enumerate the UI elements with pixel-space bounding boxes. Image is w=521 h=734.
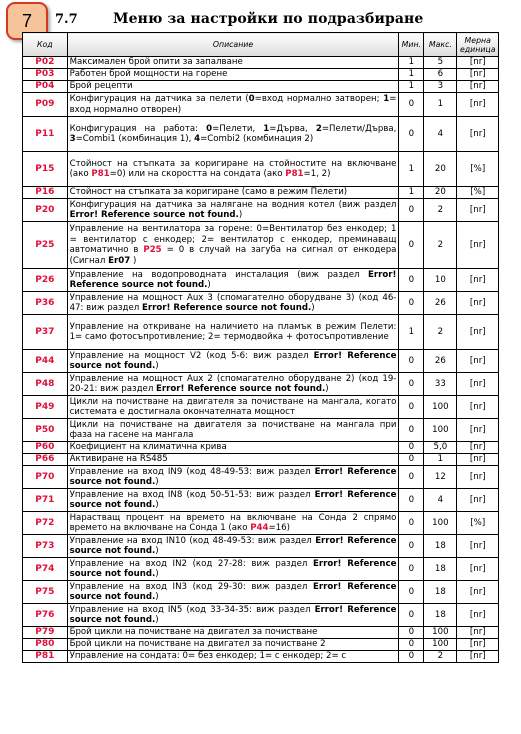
param-description: Максимален брой опити за запалване bbox=[67, 57, 399, 69]
table-row bbox=[23, 604, 499, 627]
param-unit: [nr] bbox=[457, 199, 499, 222]
param-code: P66 bbox=[23, 454, 68, 466]
table-row bbox=[23, 489, 499, 512]
param-code: P25 bbox=[23, 222, 68, 269]
param-min: 0 bbox=[399, 93, 424, 117]
param-min: 1 bbox=[399, 69, 424, 81]
param-max: 33 bbox=[424, 373, 457, 396]
param-unit: [nr] bbox=[457, 373, 499, 396]
param-min: 0 bbox=[399, 535, 424, 558]
param-unit: [nr] bbox=[457, 419, 499, 442]
param-min: 1 bbox=[399, 152, 424, 187]
param-code: P79 bbox=[23, 627, 68, 639]
param-description: Управление на вход IN10 (код 48-49-53: виж раздел Error! Reference source not found.) bbox=[67, 535, 399, 558]
table-row bbox=[23, 512, 499, 535]
param-max: 100 bbox=[424, 419, 457, 442]
param-unit: [nr] bbox=[457, 269, 499, 292]
param-unit: [nr] bbox=[457, 292, 499, 315]
table-row bbox=[23, 419, 499, 442]
param-unit: [nr] bbox=[457, 558, 499, 581]
param-min: 0 bbox=[399, 396, 424, 419]
table-row bbox=[23, 454, 499, 466]
param-code: P04 bbox=[23, 81, 68, 93]
param-code: P26 bbox=[23, 269, 68, 292]
param-min: 0 bbox=[399, 466, 424, 489]
param-max: 2 bbox=[424, 651, 457, 663]
param-description: Брой рецепти bbox=[67, 81, 399, 93]
param-min: 0 bbox=[399, 558, 424, 581]
param-description: Брой цикли на почистване на двигател за почистване 2 bbox=[67, 639, 399, 651]
param-code: P73 bbox=[23, 535, 68, 558]
table-row bbox=[23, 292, 499, 315]
param-min: 0 bbox=[399, 373, 424, 396]
param-code: P02 bbox=[23, 57, 68, 69]
param-unit: [nr] bbox=[457, 81, 499, 93]
param-description: Управление на вход IN2 (код 27-28: виж раздел Error! Reference source not found.) bbox=[67, 558, 399, 581]
section-badge: 7 bbox=[6, 2, 48, 40]
param-description: Стойност на стъпката за коригиране на стойностите на включване (ако P81=0) или на скоростта на сондата (ако P81=1, 2) bbox=[67, 152, 399, 187]
param-max: 4 bbox=[424, 489, 457, 512]
param-code: P20 bbox=[23, 199, 68, 222]
param-code: P72 bbox=[23, 512, 68, 535]
param-max: 18 bbox=[424, 604, 457, 627]
param-description: Цикли на почистване на двигателя за почистване на мангала при фаза на гасене на мангала bbox=[67, 419, 399, 442]
param-description: Управление на вход IN5 (код 33-34-35: виж раздел Error! Reference source not found.) bbox=[67, 604, 399, 627]
param-min: 0 bbox=[399, 454, 424, 466]
param-min: 1 bbox=[399, 187, 424, 199]
param-code: P81 bbox=[23, 651, 68, 663]
param-max: 20 bbox=[424, 187, 457, 199]
param-unit: [nr] bbox=[457, 627, 499, 639]
param-min: 0 bbox=[399, 350, 424, 373]
param-description: Управление на мощност Aux 3 (спомагателно оборудване 3) (код 46-47: виж раздел Error! Reference source not found.) bbox=[67, 292, 399, 315]
param-min: 0 bbox=[399, 489, 424, 512]
param-unit: [nr] bbox=[457, 69, 499, 81]
section-title: Меню за настройки по подразбиране bbox=[113, 11, 424, 27]
param-min: 0 bbox=[399, 627, 424, 639]
param-unit: [nr] bbox=[457, 396, 499, 419]
settings-table bbox=[22, 32, 499, 663]
param-unit: [nr] bbox=[457, 651, 499, 663]
param-min: 0 bbox=[399, 222, 424, 269]
param-description: Коефициент на климатична крива bbox=[67, 442, 399, 454]
param-min: 0 bbox=[399, 442, 424, 454]
table-row bbox=[23, 69, 499, 81]
column-header-description: Описание bbox=[67, 33, 399, 57]
table-row bbox=[23, 651, 499, 663]
param-min: 0 bbox=[399, 581, 424, 604]
param-min: 0 bbox=[399, 292, 424, 315]
param-min: 0 bbox=[399, 117, 424, 152]
table-row bbox=[23, 373, 499, 396]
param-max: 2 bbox=[424, 222, 457, 269]
param-unit: [nr] bbox=[457, 93, 499, 117]
param-max: 2 bbox=[424, 199, 457, 222]
param-description: Управление на сондата: 0= без енкодер; 1= с енкодер; 2= с bbox=[67, 651, 399, 663]
param-unit: [nr] bbox=[457, 315, 499, 350]
param-description: Брой цикли на почистване на двигател за почистване bbox=[67, 627, 399, 639]
param-code: P76 bbox=[23, 604, 68, 627]
param-description: Управление на откриване на наличието на пламък в режим Пелети: 1= само фотосъпротивление; 2= термодвойка + фотосъпротивление bbox=[67, 315, 399, 350]
param-max: 18 bbox=[424, 535, 457, 558]
param-max: 18 bbox=[424, 558, 457, 581]
param-unit: [%] bbox=[457, 187, 499, 199]
param-unit: [nr] bbox=[457, 222, 499, 269]
param-min: 1 bbox=[399, 81, 424, 93]
param-unit: [nr] bbox=[457, 604, 499, 627]
table-row bbox=[23, 466, 499, 489]
table-row bbox=[23, 57, 499, 69]
param-code: P16 bbox=[23, 187, 68, 199]
param-min: 0 bbox=[399, 639, 424, 651]
column-header-min: Мин. bbox=[399, 33, 424, 57]
param-max: 10 bbox=[424, 269, 457, 292]
param-code: P11 bbox=[23, 117, 68, 152]
param-description: Работен брой мощности на горене bbox=[67, 69, 399, 81]
column-header-max: Макс. bbox=[424, 33, 457, 57]
param-unit: [nr] bbox=[457, 57, 499, 69]
param-code: P60 bbox=[23, 442, 68, 454]
param-min: 0 bbox=[399, 199, 424, 222]
param-code: P09 bbox=[23, 93, 68, 117]
table-row bbox=[23, 117, 499, 152]
param-unit: [nr] bbox=[457, 117, 499, 152]
table-row bbox=[23, 315, 499, 350]
param-max: 4 bbox=[424, 117, 457, 152]
param-unit: [nr] bbox=[457, 535, 499, 558]
param-description: Цикли на почистване на двигателя за почистване на мангала, когато системата е достигнала окончателната мощност bbox=[67, 396, 399, 419]
table-row bbox=[23, 535, 499, 558]
param-max: 5,0 bbox=[424, 442, 457, 454]
table-row bbox=[23, 269, 499, 292]
param-max: 6 bbox=[424, 69, 457, 81]
param-code: P03 bbox=[23, 69, 68, 81]
section-number: 7.7 bbox=[55, 12, 78, 27]
param-unit: [nr] bbox=[457, 454, 499, 466]
param-unit: [nr] bbox=[457, 489, 499, 512]
param-code: P74 bbox=[23, 558, 68, 581]
table-row bbox=[23, 350, 499, 373]
param-max: 1 bbox=[424, 93, 457, 117]
param-description: Активиране на RS485 bbox=[67, 454, 399, 466]
param-min: 0 bbox=[399, 604, 424, 627]
param-code: P71 bbox=[23, 489, 68, 512]
param-max: 1 bbox=[424, 454, 457, 466]
param-unit: [nr] bbox=[457, 466, 499, 489]
table-header-row bbox=[23, 33, 499, 57]
param-max: 18 bbox=[424, 581, 457, 604]
param-description: Конфигурация на работа: 0=Пелети, 1=Дърва, 2=Пелети/Дърва, 3=Combi1 (комбинация 1), 4=Combi2 (комбинация 2) bbox=[67, 117, 399, 152]
param-code: P44 bbox=[23, 350, 68, 373]
column-header-code: Код bbox=[23, 33, 68, 57]
param-description: Стойност на стъпката за коригиране (само в режим Пелети) bbox=[67, 187, 399, 199]
param-max: 2 bbox=[424, 315, 457, 350]
param-description: Управление на вход IN8 (код 50-51-53: виж раздел Error! Reference source not found.) bbox=[67, 489, 399, 512]
param-unit: [%] bbox=[457, 152, 499, 187]
column-header-unit: Мерна единица bbox=[457, 33, 499, 57]
param-description: Управление на водопроводната инсталация (виж раздел Error! Reference source not found.) bbox=[67, 269, 399, 292]
param-max: 20 bbox=[424, 152, 457, 187]
param-description: Управление на мощност Aux 2 (спомагателно оборудване 2) (код 19-20-21: виж раздел Error! Reference source not found.) bbox=[67, 373, 399, 396]
param-description: Управление на вход IN9 (код 48-49-53: виж раздел Error! Reference source not found.) bbox=[67, 466, 399, 489]
table-row bbox=[23, 222, 499, 269]
param-code: P70 bbox=[23, 466, 68, 489]
param-code: P15 bbox=[23, 152, 68, 187]
table-row bbox=[23, 152, 499, 187]
param-code: P75 bbox=[23, 581, 68, 604]
param-max: 26 bbox=[424, 292, 457, 315]
table-row bbox=[23, 442, 499, 454]
param-max: 100 bbox=[424, 512, 457, 535]
param-max: 100 bbox=[424, 627, 457, 639]
param-min: 0 bbox=[399, 269, 424, 292]
table-row bbox=[23, 581, 499, 604]
param-min: 0 bbox=[399, 512, 424, 535]
table-row bbox=[23, 396, 499, 419]
param-min: 0 bbox=[399, 419, 424, 442]
param-description: Нарастващ процент на времето на включване на Сонда 2 спрямо времето на включване на Сонда 1 (ако P44=16) bbox=[67, 512, 399, 535]
table-row bbox=[23, 81, 499, 93]
param-unit: [nr] bbox=[457, 350, 499, 373]
param-max: 3 bbox=[424, 81, 457, 93]
param-max: 100 bbox=[424, 396, 457, 419]
param-code: P48 bbox=[23, 373, 68, 396]
param-min: 0 bbox=[399, 651, 424, 663]
table-row bbox=[23, 627, 499, 639]
param-description: Управление на вентилатора за горене: 0=Вентилатор без енкодер; 1 = вентилатор с енкодер; 2= вентилатор с енкодер, преминаващ автоматично в P25 = 0 в случай на загуба на сигнал от енкодера (Сигнал Er07 ) bbox=[67, 222, 399, 269]
param-code: P50 bbox=[23, 419, 68, 442]
param-min: 1 bbox=[399, 315, 424, 350]
param-description: Управление на вход IN3 (код 29-30: виж раздел Error! Reference source not found.) bbox=[67, 581, 399, 604]
param-code: P49 bbox=[23, 396, 68, 419]
param-code: P36 bbox=[23, 292, 68, 315]
param-max: 12 bbox=[424, 466, 457, 489]
param-min: 1 bbox=[399, 57, 424, 69]
param-description: Конфигурация на датчика за налягане на водния котел (виж раздел Error! Reference source not found.) bbox=[67, 199, 399, 222]
param-unit: [%] bbox=[457, 512, 499, 535]
param-description: Конфигурация на датчика за пелети (0=вход нормално затворен; 1= вход нормално отворен) bbox=[67, 93, 399, 117]
param-unit: [nr] bbox=[457, 581, 499, 604]
param-unit: [nr] bbox=[457, 639, 499, 651]
table-row bbox=[23, 199, 499, 222]
param-code: P37 bbox=[23, 315, 68, 350]
param-code: P80 bbox=[23, 639, 68, 651]
table-body bbox=[23, 57, 499, 663]
param-max: 26 bbox=[424, 350, 457, 373]
table-row bbox=[23, 639, 499, 651]
param-max: 100 bbox=[424, 639, 457, 651]
table-row bbox=[23, 187, 499, 199]
param-description: Управление на мощност V2 (код 5-6: виж раздел Error! Reference source not found.) bbox=[67, 350, 399, 373]
param-unit: [nr] bbox=[457, 442, 499, 454]
table-row bbox=[23, 558, 499, 581]
param-max: 5 bbox=[424, 57, 457, 69]
table-row bbox=[23, 93, 499, 117]
